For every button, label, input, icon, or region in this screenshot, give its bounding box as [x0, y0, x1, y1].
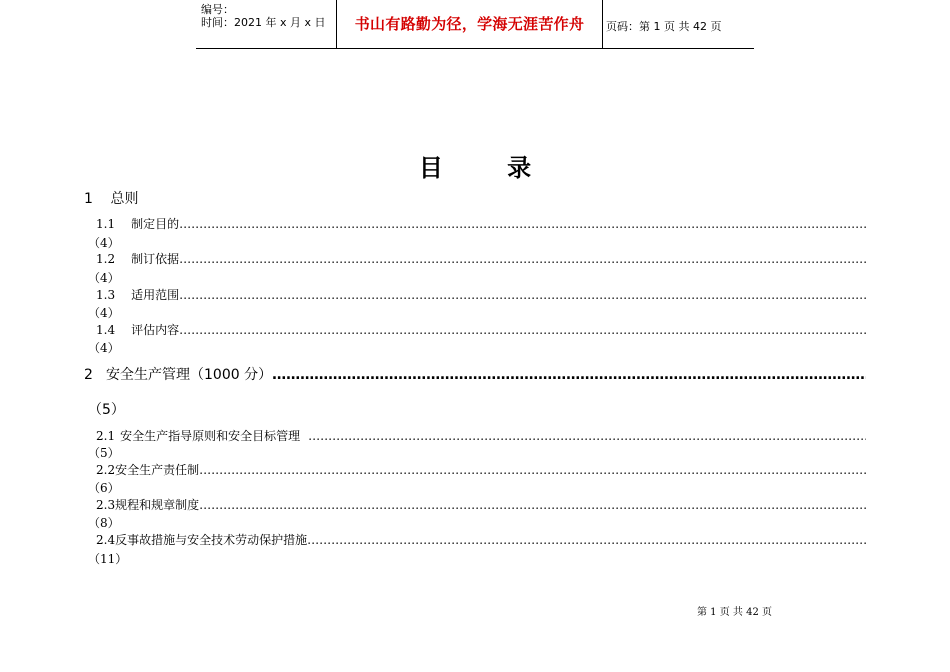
document-number-label: 编号：	[201, 3, 234, 16]
toc-item-1-1[interactable]	[96, 215, 866, 232]
toc-leader-dots	[308, 429, 866, 443]
section-label: 安全生产管理（1000 分）	[106, 367, 273, 383]
toc-leader-dots	[307, 533, 866, 547]
toc-leader-dots	[179, 217, 866, 231]
toc-item-label: 规程和规章制度	[115, 498, 200, 512]
toc-item-page: （4）	[88, 271, 120, 285]
section-label: 总则	[110, 191, 139, 207]
header-motto: 书山有路勤为径，学海无涯苦作舟	[337, 0, 603, 48]
toc-item-page: （11）	[88, 552, 128, 566]
toc-item-1-4[interactable]	[96, 321, 866, 338]
toc-item-1-3[interactable]	[96, 286, 866, 303]
toc-item-label: 反事故措施与安全技术劳动保护措施	[115, 533, 308, 547]
toc-leader-dots	[199, 498, 866, 512]
toc-item-label: 制订依据	[131, 252, 180, 266]
page-footer: 第 1 页 共 42 页	[697, 607, 772, 618]
page-header	[196, 0, 754, 49]
toc-leader-dots	[272, 367, 866, 383]
toc-item-number: 1.2	[96, 252, 116, 266]
toc-item-2-4[interactable]	[96, 531, 866, 548]
document-time-label: 时间：2021 年 x 月 x 日	[201, 16, 326, 29]
toc-item-page: （8）	[88, 516, 120, 530]
toc-section-2[interactable]	[84, 364, 866, 384]
header-meta	[196, 0, 337, 48]
toc-leader-dots	[179, 288, 866, 302]
toc-item-2-1[interactable]	[96, 427, 866, 444]
toc-item-number: 2.3	[96, 498, 116, 512]
toc-item-number: 1.3	[96, 288, 116, 302]
toc-item-page: （5）	[88, 446, 120, 460]
toc-item-number: 1.4	[96, 323, 116, 337]
toc-item-number: 2.1	[96, 429, 116, 443]
header-page-info: 页码：第 1 页 共 42 页	[606, 20, 722, 33]
toc-item-number: 1.1	[96, 217, 116, 231]
toc-item-label: 适用范围	[131, 288, 180, 302]
toc-leader-dots	[199, 463, 866, 477]
toc-leader-dots	[179, 252, 866, 266]
toc-item-page: （6）	[88, 481, 120, 495]
toc-section-1[interactable]	[84, 188, 138, 208]
toc-item-number: 2.2	[96, 463, 116, 477]
toc-item-1-2[interactable]	[96, 250, 866, 267]
toc-leader-dots	[179, 323, 866, 337]
toc-item-number: 2.4	[96, 533, 116, 547]
section-number: 1	[84, 191, 93, 207]
toc-item-label: 制定目的	[131, 217, 180, 231]
toc-item-page: （4）	[88, 236, 120, 250]
toc-item-label: 安全生产指导原则和安全目标管理	[120, 429, 301, 443]
toc-item-label: 评估内容	[131, 323, 180, 337]
section-page: （5）	[88, 402, 125, 418]
toc-item-page: （4）	[88, 341, 120, 355]
toc-item-label: 安全生产责任制	[115, 463, 200, 477]
toc-item-2-3[interactable]	[96, 496, 866, 513]
section-number: 2	[84, 367, 93, 383]
toc-item-page: （4）	[88, 306, 120, 320]
toc-item-2-2[interactable]	[96, 461, 866, 478]
page-title: 目 录	[418, 153, 560, 182]
